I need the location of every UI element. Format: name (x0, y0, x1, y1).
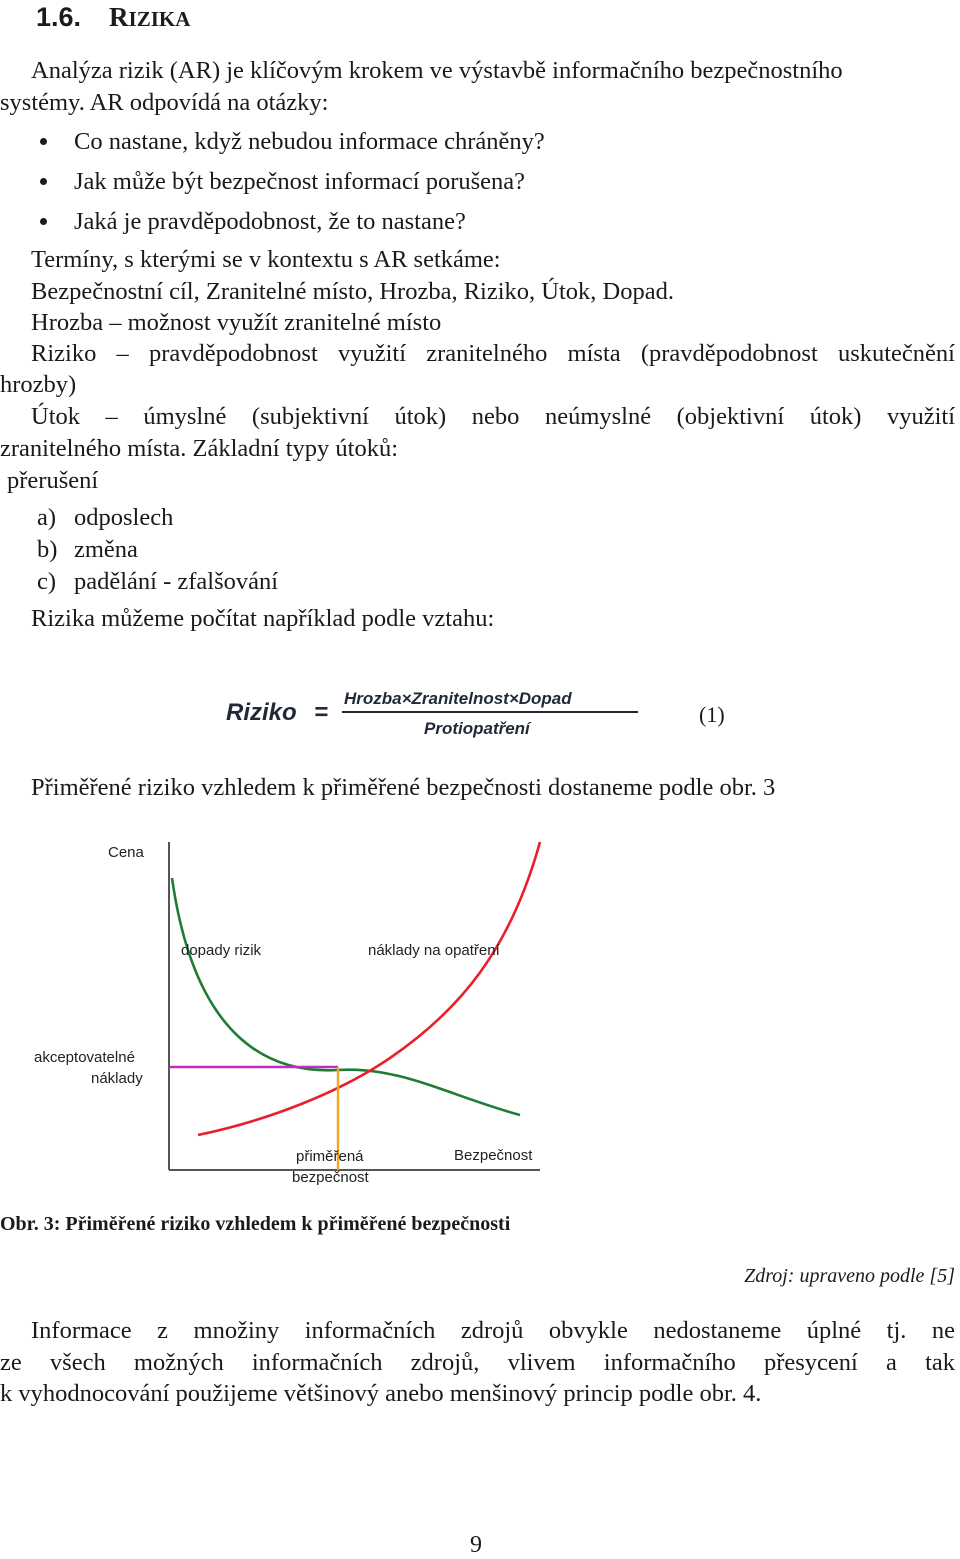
adequate-security-label-2: bezpečnost (292, 1169, 369, 1186)
intro-line-2: systémy. AR odpovídá na otázky: (0, 89, 329, 116)
terms-line-1: Termíny, s kterými se v kontextu s AR setkáme: (31, 246, 501, 273)
formula-numerator: Hrozba×Zranitelnost×Dopad (344, 689, 572, 708)
page-number: 9 (470, 1532, 482, 1558)
definition-utok-line-1: Útok – úmyslné (subjektivní útok) nebo neúmyslné (objektivní útok) využití (31, 403, 955, 430)
formula-intro: Rizika můžeme počítat například podle vztahu: (31, 605, 495, 632)
equation-number: (1) (699, 702, 725, 727)
closing-line-3: k vyhodnocování použijeme většinový anebo menšinový princip podle obr. 4. (0, 1380, 762, 1407)
series-line-costs (198, 842, 540, 1135)
series-label-impacts: dopady rizik (181, 942, 262, 959)
definition-riziko-line-2: hrozby) (0, 371, 77, 398)
definition-hrozba: Hrozba – možnost využít zranitelné místo (31, 309, 442, 336)
attack-type-marker: b) (37, 536, 58, 563)
formula-denominator: Protiopatření (424, 719, 530, 738)
chart-intro: Přiměřené riziko vzhledem k přiměřené bezpečnosti dostaneme podle obr. 3 (31, 774, 776, 801)
bullet-dot (40, 138, 47, 145)
section-number: 1.6. (36, 2, 82, 32)
attack-type-marker: a) (37, 504, 57, 531)
x-axis-label: Bezpečnost (454, 1147, 533, 1164)
intro-line-1: Analýza rizik (AR) je klíčovým krokem ve výstavbě informačního bezpečnostního (31, 57, 843, 84)
acceptable-costs-label-2: náklady (91, 1070, 143, 1087)
attack-type-first: přerušení (7, 467, 99, 494)
attack-type-item: odposlech (74, 504, 174, 531)
series-line-impacts (172, 878, 520, 1115)
bullet-dot (40, 178, 47, 185)
formula-equals: = (314, 699, 329, 726)
question-item: Jak může být bezpečnost informací porušena? (74, 168, 526, 195)
risk-formula (220, 680, 650, 744)
y-axis-label: Cena (108, 844, 144, 861)
bullet-dot (40, 218, 47, 225)
figure-source: Zdroj: upraveno podle [5] (744, 1265, 955, 1287)
figure-caption: Obr. 3: Přiměřené riziko vzhledem k přiměřené bezpečnosti (0, 1213, 511, 1235)
question-item: Co nastane, když nebudou informace chráněny? (74, 128, 545, 155)
adequate-security-label-1: přiměřená (296, 1148, 364, 1165)
closing-line-2: ze všech možných informačních zdrojů, vlivem informačního přesycení a tak (0, 1349, 955, 1376)
question-item: Jaká je pravděpodobnost, že to nastane? (74, 208, 466, 235)
risk-cost-chart (20, 830, 580, 1200)
definition-utok-line-2: zranitelného místa. Základní typy útoků: (0, 435, 399, 462)
series-label-costs: náklady na opatření (368, 942, 500, 959)
formula-lhs: Riziko (226, 699, 297, 726)
section-heading (36, 0, 190, 36)
attack-type-item: padělání - zfalšování (74, 568, 279, 595)
acceptable-costs-label-1: akceptovatelné (34, 1049, 135, 1066)
section-title: RIZIKA (109, 2, 191, 32)
terms-line-2: Bezpečnostní cíl, Zranitelné místo, Hrozba, Riziko, Útok, Dopad. (31, 278, 674, 305)
attack-type-item: změna (74, 536, 138, 563)
attack-type-marker: c) (37, 568, 57, 595)
closing-line-1: Informace z množiny informačních zdrojů obvykle nedostaneme úplné tj. ne (31, 1317, 955, 1344)
definition-riziko-line-1: Riziko – pravděpodobnost využití zranitelného místa (pravděpodobnost uskutečnění (31, 340, 955, 367)
